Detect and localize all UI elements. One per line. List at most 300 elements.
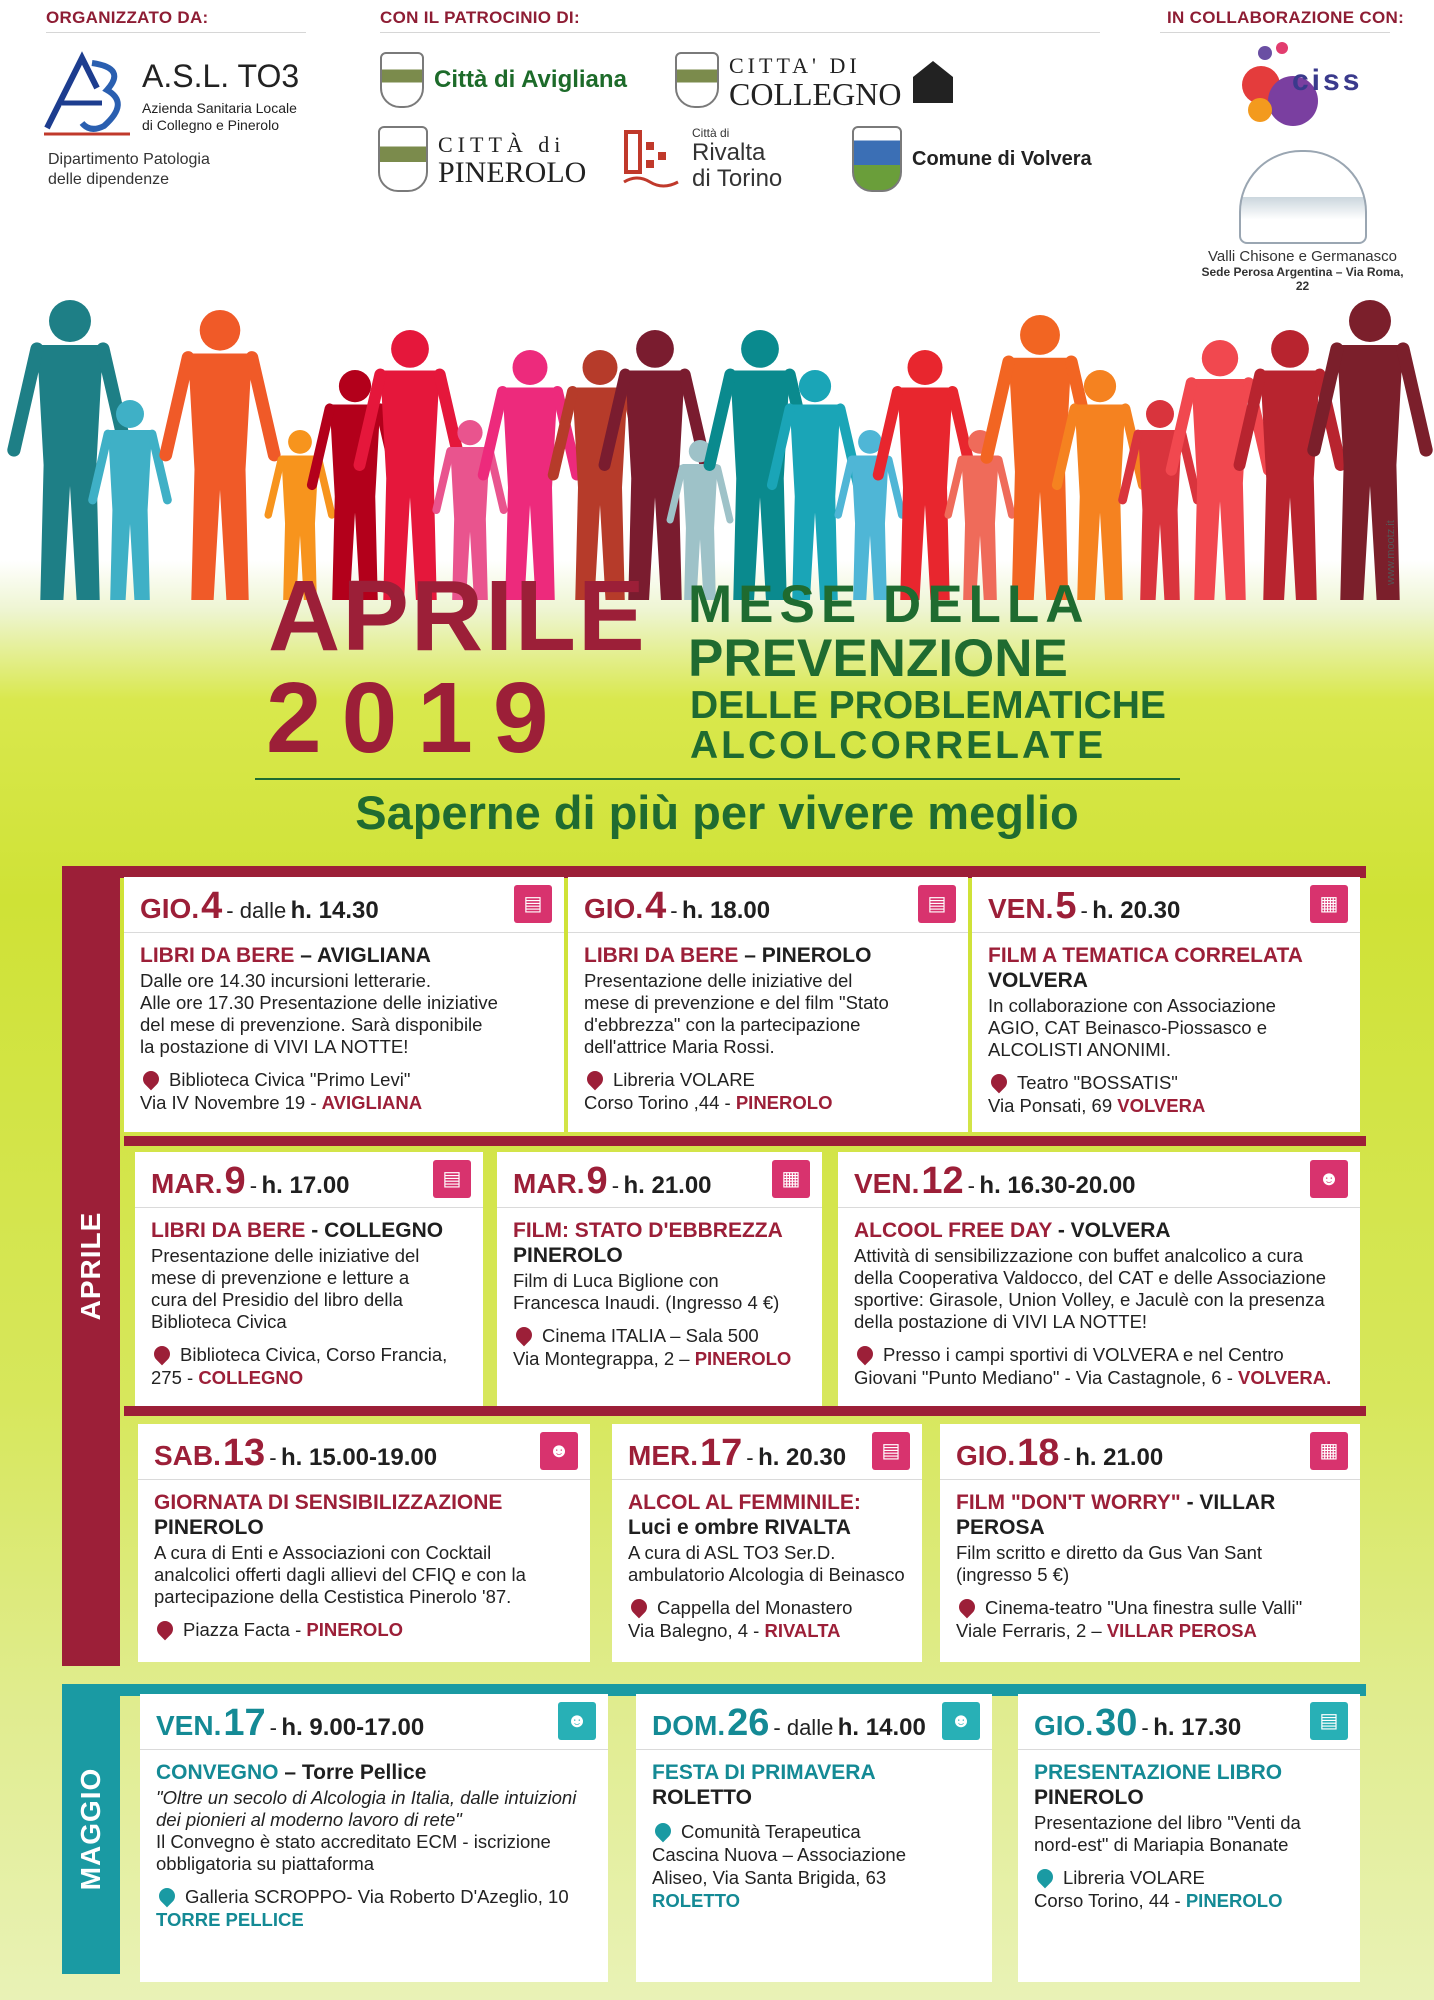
logo-avigliana: [380, 52, 627, 108]
location-pin-icon: [956, 1596, 979, 1619]
event-location-city: VOLVERA.: [1238, 1367, 1332, 1388]
title-month: APRILE: [268, 560, 647, 672]
event-card: [612, 1424, 922, 1662]
card-divider: [636, 1749, 992, 1750]
ciss-dot: [1258, 46, 1272, 60]
event-card: [636, 1694, 992, 1982]
event-location-city: VOLVERA: [1117, 1095, 1206, 1116]
event-time: h. 20.30: [758, 1444, 847, 1471]
event-date: [140, 885, 504, 928]
event-title-extra: - VILLAR PEROSA: [956, 1491, 1276, 1539]
event-day: GIO.: [584, 893, 644, 924]
asl-department: [48, 150, 278, 190]
event-time-prefix: -: [249, 1173, 258, 1198]
event-body: [628, 1490, 908, 1642]
event-day-number: 13: [222, 1432, 266, 1474]
ciss-dot: [1276, 42, 1288, 54]
event-time-prefix: -: [967, 1173, 975, 1198]
event-description: [156, 1787, 594, 1875]
event-title-main: FILM: STATO D'EBBREZZA: [513, 1219, 783, 1242]
event-time-prefix: -: [746, 1445, 754, 1470]
event-location-city: RIVALTA: [764, 1620, 841, 1641]
event-title: [854, 1218, 1346, 1243]
event-location: [513, 1324, 808, 1370]
location-pin-icon: [584, 1068, 607, 1091]
event-title-main: ALCOL AL FEMMINILE:: [628, 1491, 861, 1514]
event-location-line: Galleria SCROPPO- Via Roberto D'Azeglio, 10: [185, 1886, 569, 1907]
event-body: [956, 1490, 1346, 1642]
ciss-logo: [1240, 42, 1380, 132]
credit: www.mootz.it: [1385, 520, 1397, 585]
event-location: [584, 1068, 954, 1114]
event-day: MAR.: [151, 1168, 223, 1199]
asl-name: A.S.L. TO3: [142, 58, 300, 94]
event-description-line: sportive: Girasole, Union Volley, e Jaculè con la presenza: [854, 1289, 1325, 1310]
event-title-main: FILM "DON'T WORRY": [956, 1491, 1181, 1514]
event-description-line: cura del Presidio del libro della: [151, 1289, 403, 1310]
event-location-line: Aliseo, Via Santa Brigida, 63: [652, 1867, 887, 1888]
event-location-line: Teatro "BOSSATIS": [1017, 1072, 1178, 1093]
logo-pinerolo: [378, 126, 586, 192]
event-title-extra: Luci e ombre: [628, 1516, 759, 1539]
collegno-building-icon: [909, 55, 957, 105]
event-location: [140, 1068, 550, 1114]
book-icon: ▤: [872, 1432, 910, 1470]
event-body: [513, 1218, 808, 1370]
event-location: [956, 1596, 1346, 1642]
event-title-main: FESTA DI PRIMAVERA: [652, 1761, 876, 1784]
event-title-extra: – AVIGLIANA: [294, 944, 431, 967]
event-day-number: 18: [1017, 1432, 1060, 1474]
event-location-line: Biblioteca Civica "Primo Levi": [169, 1069, 411, 1090]
event-title-extra: - COLLEGNO: [305, 1219, 444, 1242]
event-time-prefix: - dalle: [226, 898, 287, 923]
event-day-number: 9: [224, 1160, 246, 1202]
event-time: h. 14.30: [290, 897, 379, 924]
event-time-prefix: -: [611, 1173, 620, 1198]
event-location-line: Cinema-teatro "Una finestra sulle Valli": [985, 1597, 1303, 1618]
event-card: [124, 877, 564, 1132]
avigliana-name: Città di Avigliana: [434, 66, 627, 93]
title-line-2: PREVENZIONE: [688, 629, 1068, 688]
event-body: [1034, 1760, 1346, 1912]
event-day-number: 12: [921, 1160, 964, 1202]
event-day-number: 4: [645, 885, 667, 927]
event-location-line: Biblioteca Civica, Corso Francia,: [180, 1344, 448, 1365]
location-pin-icon: [988, 1071, 1011, 1094]
film-icon: ▦: [772, 1160, 810, 1198]
event-day-number: 26: [727, 1702, 770, 1744]
volvera-name: Comune di Volvera: [912, 147, 1092, 170]
event-description: [854, 1245, 1346, 1333]
event-location: [854, 1343, 1346, 1389]
event-quote-line: "Oltre un secolo di Alcologia in Italia, dalle intuizioni: [156, 1787, 577, 1808]
person-silhouette: [93, 400, 168, 600]
event-description-line: A cura di ASL TO3 Ser.D.: [628, 1542, 836, 1563]
event-location-city: TORRE PELLICE: [156, 1909, 304, 1930]
event-date: [1034, 1702, 1300, 1745]
event-time: h. 17.00: [261, 1172, 350, 1199]
event-description: [628, 1542, 908, 1586]
asl-department-line-1: Dipartimento Patologia: [48, 151, 210, 168]
event-day: MAR.: [513, 1168, 585, 1199]
event-description-line: obbligatoria su piattaforma: [156, 1853, 375, 1874]
group-icon: ☻: [540, 1432, 578, 1470]
event-time-prefix: -: [269, 1715, 277, 1740]
event-description-line: partecipazione della Cestistica Pinerolo '87.: [154, 1586, 512, 1607]
month-label-april: APRILE: [75, 1211, 106, 1321]
event-location-line: Corso Torino ,44 -: [584, 1092, 736, 1113]
event-location-line: Giovani "Punto Mediano" - Via Castagnole, 6 -: [854, 1367, 1239, 1388]
event-body: [854, 1218, 1346, 1389]
valli-name: Valli Chisone e Germanasco: [1208, 248, 1397, 265]
event-date: [154, 1432, 530, 1475]
event-time-prefix: -: [1063, 1445, 1071, 1470]
event-location-line: Presso i campi sportivi di VOLVERA e nel Centro: [883, 1344, 1284, 1365]
event-location-line: Via Ponsati, 69: [988, 1095, 1118, 1116]
event-title-main: GIORNATA DI SENSIBILIZZAZIONE: [154, 1491, 503, 1514]
event-title-extra: – PINEROLO: [738, 944, 872, 967]
event-location-city: PINEROLO: [694, 1348, 792, 1369]
avigliana-crest-icon: [380, 52, 424, 108]
event-title-main: ALCOOL FREE DAY: [854, 1219, 1052, 1242]
event-location: [154, 1618, 576, 1641]
event-title: [140, 943, 550, 968]
event-title-main: LIBRI DA BERE: [584, 944, 739, 967]
ciss-name: ciss: [1292, 64, 1363, 97]
event-location-line: Cappella del Monastero: [657, 1597, 853, 1618]
location-pin-icon: [151, 1343, 174, 1366]
event-location-line: Libreria VOLARE: [613, 1069, 755, 1090]
event-location-line: 275 -: [151, 1367, 199, 1388]
card-divider: [568, 932, 968, 933]
asl-to3-logo: [42, 48, 312, 148]
event-time: h. 9.00-17.00: [281, 1714, 425, 1741]
event-title-extra: – Torre Pellice: [278, 1761, 427, 1784]
event-time: h. 18.00: [682, 897, 771, 924]
event-card: [972, 877, 1360, 1132]
event-title-main: LIBRI DA BERE: [140, 944, 295, 967]
person-silhouette: [987, 315, 1094, 600]
location-pin-icon: [140, 1068, 163, 1091]
event-description: [513, 1270, 808, 1314]
book-icon: ▤: [1310, 1702, 1348, 1740]
event-date: [156, 1702, 548, 1745]
collegno-name-line-2: COLLEGNO: [729, 76, 902, 112]
title-line-3: DELLE PROBLEMATICHE: [690, 684, 1166, 727]
event-description: [151, 1245, 469, 1333]
event-date: [988, 885, 1300, 928]
book-icon: ▤: [433, 1160, 471, 1198]
event-location-line: Cascina Nuova – Associazione: [652, 1844, 907, 1865]
event-description-line: Film scritto e diretto da Gus Van Sant: [956, 1542, 1263, 1563]
event-description-line: Attività di sensibilizzazione con buffet analcolico a cura: [854, 1245, 1304, 1266]
collegno-name: [729, 52, 902, 112]
group-icon: ☻: [1310, 1160, 1348, 1198]
april-row-divider: [124, 1406, 1366, 1416]
event-description-line: d'ebbrezza" con la partecipazione: [584, 1014, 861, 1035]
event-time: h. 17.30: [1153, 1714, 1242, 1741]
event-description-line: ALCOLISTI ANONIMI.: [988, 1039, 1171, 1060]
event-location-city: PINEROLO: [735, 1092, 833, 1113]
title-divider: [255, 778, 1180, 780]
card-divider: [838, 1207, 1360, 1208]
location-pin-icon: [628, 1596, 651, 1619]
event-location-line: Piazza Facta -: [183, 1619, 307, 1640]
film-icon: ▦: [1310, 885, 1348, 923]
event-time-prefix: -: [1141, 1715, 1149, 1740]
collegno-crest-icon: [675, 52, 719, 108]
event-day-number: 17: [700, 1432, 743, 1474]
patronage-label: CON IL PATROCINIO DI:: [380, 8, 580, 27]
location-pin-icon: [1034, 1866, 1057, 1889]
event-title: [628, 1490, 908, 1540]
asl-subtitle-line-1: Azienda Sanitaria Locale: [142, 100, 297, 116]
event-description: [956, 1542, 1346, 1586]
event-time: h. 21.00: [623, 1172, 712, 1199]
logo-volvera: [852, 126, 1092, 192]
may-band-side: [62, 1684, 120, 1974]
event-location-city: ROLETTO: [652, 1890, 741, 1911]
card-divider: [497, 1207, 822, 1208]
event-card: [838, 1152, 1360, 1406]
event-card: [1018, 1694, 1360, 1982]
event-date: [956, 1432, 1300, 1475]
event-time-prefix: - dalle: [773, 1715, 834, 1740]
event-title-extra: - VOLVERA: [1051, 1219, 1171, 1242]
event-title-main: CONVEGNO: [156, 1761, 279, 1784]
event-description: [988, 995, 1346, 1061]
event-card: [138, 1424, 590, 1662]
asl-subtitle-line-2: di Collegno e Pinerolo: [142, 117, 279, 133]
divider: [380, 32, 1100, 33]
collaboration-label: IN COLLABORAZIONE CON:: [1167, 8, 1405, 27]
event-title: [1034, 1760, 1346, 1810]
title-line-1: MESE DELLA: [688, 575, 1090, 634]
event-title-main: FILM A TEMATICA CORRELATA: [988, 944, 1303, 967]
rivalta-name-small: Città di: [692, 126, 730, 140]
event-day: GIO.: [140, 893, 200, 924]
card-divider: [135, 1207, 483, 1208]
event-description-line: della Cooperativa Valdocco, del CAT e delle Associazione: [854, 1267, 1327, 1288]
film-icon: ▦: [1310, 1432, 1348, 1470]
event-day-number: 9: [586, 1160, 608, 1202]
event-description-line: Presentazione delle iniziative del: [584, 970, 853, 991]
collegno-name-line-1: CITTA' DI: [729, 53, 861, 78]
location-pin-icon: [854, 1343, 877, 1366]
event-description-line: nord-est" di Mariapia Bonanate: [1034, 1834, 1289, 1855]
event-title: [156, 1760, 594, 1785]
event-location-city: PINEROLO: [1185, 1890, 1283, 1911]
logo-collegno: [675, 52, 957, 112]
event-card: [135, 1152, 483, 1406]
event-location-line: Corso Torino, 44 -: [1034, 1890, 1186, 1911]
event-title-extra: PINEROLO: [513, 1244, 623, 1267]
april-band-side: [62, 866, 120, 1666]
event-day: GIO.: [1034, 1710, 1094, 1741]
location-pin-icon: [513, 1324, 536, 1347]
event-location-line: Via IV Novembre 19 -: [140, 1092, 322, 1113]
event-day-number: 4: [201, 885, 223, 927]
pinerolo-name-line-1: CITTÀ di: [438, 132, 566, 157]
location-pin-icon: [154, 1618, 177, 1641]
event-description-line: A cura di Enti e Associazioni con Cocktail: [154, 1542, 492, 1563]
april-row-divider: [124, 1136, 1366, 1146]
event-card: [568, 877, 968, 1132]
event-location-line: Viale Ferraris, 2 –: [956, 1620, 1107, 1641]
event-location-line: Via Montegrappa, 2 –: [513, 1348, 695, 1369]
card-divider: [140, 1749, 608, 1750]
event-body: [140, 943, 550, 1114]
event-title-extra: PINEROLO: [154, 1516, 264, 1539]
event-day-number: 30: [1095, 1702, 1138, 1744]
event-time: h. 21.00: [1075, 1444, 1164, 1471]
group-icon: ☻: [942, 1702, 980, 1740]
location-pin-icon: [652, 1820, 675, 1843]
event-description-line: In collaborazione con Associazione: [988, 995, 1276, 1016]
rivalta-name-line-1: Rivalta: [692, 139, 766, 166]
event-date: [652, 1702, 932, 1745]
event-day: GIO.: [956, 1440, 1016, 1471]
event-time-prefix: -: [1080, 898, 1088, 923]
book-icon: ▤: [918, 885, 956, 923]
event-description: [140, 970, 550, 1058]
card-divider: [124, 932, 564, 933]
event-description-line: Presentazione delle iniziative del: [151, 1245, 420, 1266]
pinerolo-crest-icon: [378, 126, 428, 192]
asl-mark-icon: [42, 48, 132, 138]
event-description-line: (ingresso 5 €): [956, 1564, 1070, 1585]
asl-department-line-2: delle dipendenze: [48, 171, 169, 188]
event-title: [513, 1218, 808, 1268]
event-title-extra: VOLVERA: [988, 969, 1088, 992]
divider: [1160, 32, 1390, 33]
title-year: 2019: [266, 662, 569, 774]
group-icon: ☻: [558, 1702, 596, 1740]
event-location: [628, 1596, 908, 1642]
event-description-line: dell'attrice Maria Rossi.: [584, 1036, 775, 1057]
event-day: VEN.: [156, 1710, 222, 1741]
title-line-4: ALCOLCORRELATE: [690, 724, 1107, 767]
event-time: h. 16.30-20.00: [979, 1172, 1136, 1199]
organized-by-label: ORGANIZZATO DA:: [46, 8, 209, 27]
event-body: [652, 1760, 978, 1912]
event-description-line: Presentazione del libro "Venti da: [1034, 1812, 1301, 1833]
event-title-main: PRESENTAZIONE LIBRO: [1034, 1761, 1283, 1784]
event-description-line: AGIO, CAT Beinasco-Piossasco e: [988, 1017, 1267, 1038]
valli-address: Sede Perosa Argentina – Via Roma, 22: [1201, 265, 1404, 293]
card-divider: [972, 932, 1360, 933]
event-description-line: mese di prevenzione e letture a: [151, 1267, 410, 1288]
logo-rivalta: [622, 126, 782, 192]
card-divider: [940, 1479, 1360, 1480]
event-title-extra: ROLETTO: [652, 1786, 752, 1809]
event-location-city: COLLEGNO: [198, 1367, 304, 1388]
divider: [46, 32, 306, 33]
event-date: [151, 1160, 423, 1203]
ciss-dot: [1248, 98, 1272, 122]
event-location-line: Cinema ITALIA – Sala 500: [542, 1325, 759, 1346]
event-title: [151, 1218, 469, 1243]
rivalta-name-line-2: di Torino: [692, 165, 783, 192]
slogan: Saperne di più per vivere meglio: [355, 786, 1079, 839]
event-description-line: Biblioteca Civica: [151, 1311, 287, 1332]
event-description: [584, 970, 954, 1058]
event-time: h. 15.00-19.00: [280, 1444, 438, 1471]
event-description-line: ambulatorio Alcologia di Beinasco: [628, 1564, 905, 1585]
event-date: [513, 1160, 762, 1203]
event-description-line: la postazione di VIVI LA NOTTE!: [140, 1036, 409, 1057]
card-divider: [138, 1479, 590, 1480]
event-description-line: Film di Luca Biglione con: [513, 1270, 719, 1291]
event-location-line: Via Balegno, 4 -: [628, 1620, 765, 1641]
event-day: MER.: [628, 1440, 698, 1471]
event-time: h. 20.30: [1092, 897, 1181, 924]
event-day: DOM.: [652, 1710, 726, 1741]
event-time-prefix: -: [269, 1445, 277, 1470]
event-day: VEN.: [988, 893, 1054, 924]
event-title: [988, 943, 1346, 993]
event-location: [156, 1885, 594, 1931]
event-description: [1034, 1812, 1346, 1856]
event-body: [151, 1218, 469, 1389]
event-day-number: 5: [1055, 885, 1077, 927]
event-location-line: Comunità Terapeutica: [681, 1821, 861, 1842]
pinerolo-name: [438, 131, 586, 187]
event-title: [584, 943, 954, 968]
event-location: [652, 1820, 978, 1912]
event-location-city: AVIGLIANA: [321, 1092, 423, 1113]
event-description-line: del mese di prevenzione. Sarà disponibile: [140, 1014, 483, 1035]
card-divider: [612, 1479, 922, 1480]
event-card: [940, 1424, 1360, 1662]
location-pin-icon: [156, 1885, 179, 1908]
rivalta-name: [692, 126, 782, 192]
people-silhouettes: [0, 270, 1434, 600]
event-location-city: PINEROLO: [306, 1619, 404, 1640]
asl-subtitle: [142, 100, 322, 134]
event-day: VEN.: [854, 1168, 920, 1199]
person-silhouette: [1314, 300, 1426, 600]
month-label-may: MAGGIO: [75, 1767, 106, 1891]
event-location: [151, 1343, 469, 1389]
event-location-line: Libreria VOLARE: [1063, 1867, 1205, 1888]
event-body: [156, 1760, 594, 1931]
event-location: [1034, 1866, 1346, 1912]
event-location-city: VILLAR PEROSA: [1106, 1620, 1257, 1641]
event-date: [628, 1432, 862, 1475]
event-description-line: della postazione di VIVI LA NOTTE!: [854, 1311, 1148, 1332]
event-day: SAB.: [154, 1440, 221, 1471]
pinerolo-name-line-2: PINEROLO: [438, 156, 587, 189]
event-day-number: 17: [223, 1702, 266, 1744]
event-location: [988, 1071, 1346, 1117]
event-description-line: Il Convegno è stato accreditato ECM - iscrizione: [156, 1831, 551, 1852]
event-date: [584, 885, 908, 928]
event-title-extra: PINEROLO: [1034, 1786, 1144, 1809]
rivalta-mark-icon: [622, 128, 682, 190]
mountain-emblem-icon: [1239, 150, 1367, 244]
card-divider: [1018, 1749, 1360, 1750]
event-time: h. 14.00: [837, 1714, 926, 1741]
event-body: [154, 1490, 576, 1641]
volvera-crest-icon: [852, 126, 902, 192]
event-title: [154, 1490, 576, 1540]
event-time-prefix: -: [670, 898, 678, 923]
event-title-main: LIBRI DA BERE: [151, 1219, 306, 1242]
event-description: [154, 1542, 576, 1608]
event-description-line: mese di prevenzione e del film "Stato: [584, 992, 889, 1013]
